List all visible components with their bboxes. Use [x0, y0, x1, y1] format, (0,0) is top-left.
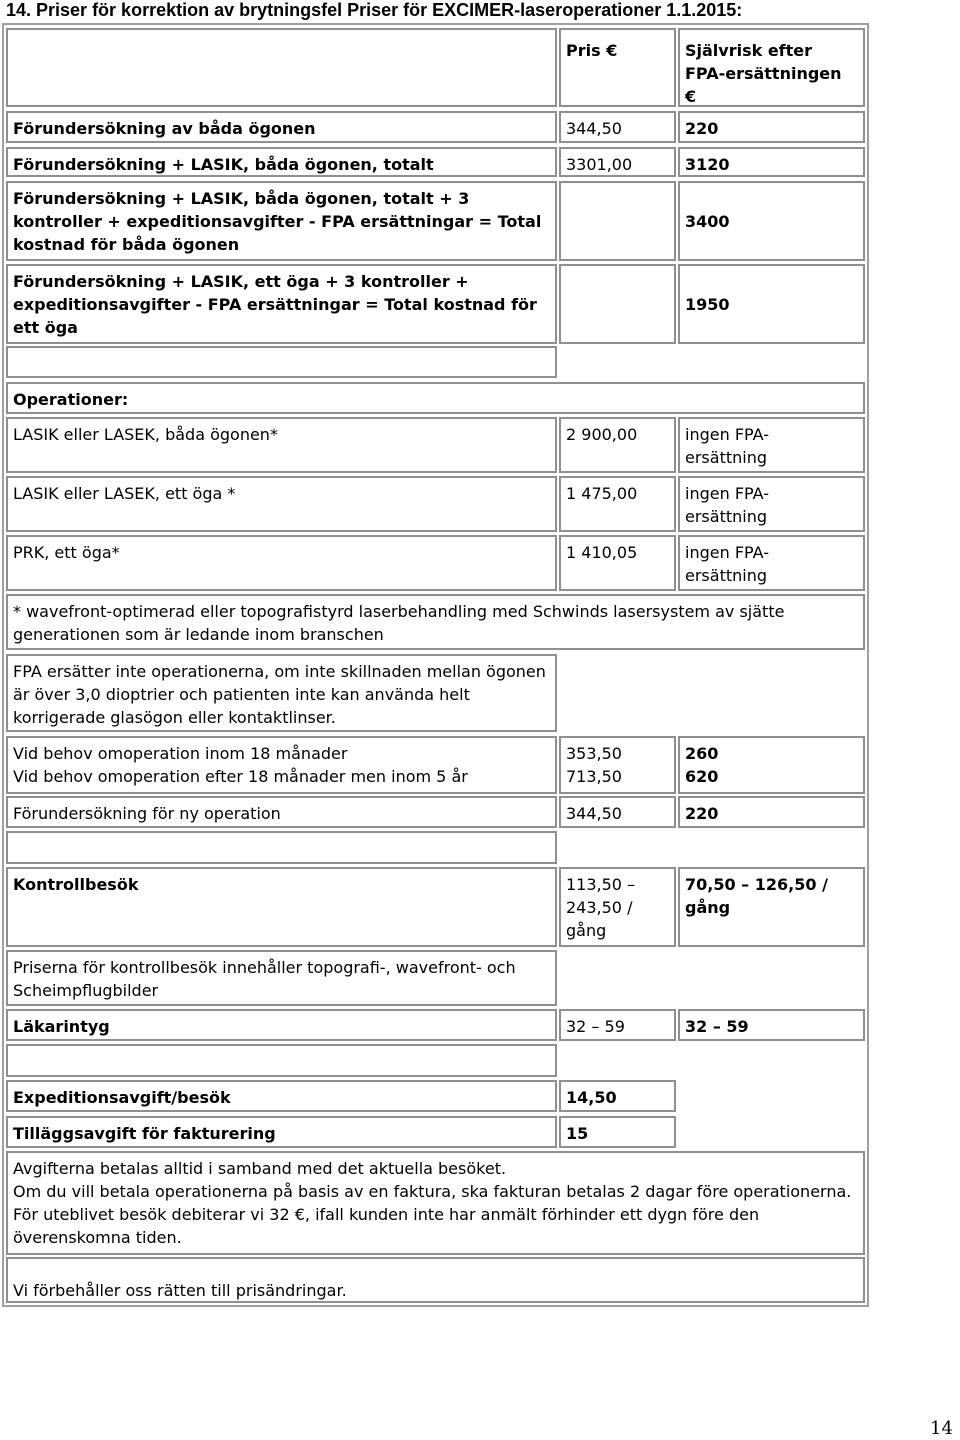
reoperation-deductibles	[678, 736, 865, 794]
operation-row-2-deductible: ingen FPA-ersättning	[678, 476, 865, 532]
reoperation-label-1: Vid behov omoperation inom 18 månader	[13, 744, 348, 763]
reoperation-label-2: Vid behov omoperation efter 18 månader men inom 5 år	[13, 767, 468, 786]
spacer-row-1	[6, 346, 557, 378]
summary-row-3-price	[559, 181, 676, 261]
summary-row-2-label: Förundersökning + LASIK, båda ögonen, totalt	[6, 147, 557, 177]
price-header-text: Pris €	[566, 41, 618, 60]
summary-row-4-price	[559, 264, 676, 344]
spacer-row-2	[6, 831, 557, 864]
fee-row-2-price: 15	[559, 1116, 676, 1148]
reoperation-deductible-1: 260	[685, 744, 719, 763]
spacer-row-3	[6, 1044, 557, 1077]
operation-row-3-label: PRK, ett öga*	[6, 535, 557, 591]
summary-row-3-deductible-value: 3400	[685, 211, 730, 231]
operation-row-2-label: LASIK eller LASEK, ett öga *	[6, 476, 557, 532]
fpa-note: FPA ersätter inte operationerna, om inte skillnaden mellan ögonen är över 3,0 dioptrier och patienten inte kan använda helt korrigerade glasögon eller kontaktlinser.	[6, 654, 557, 732]
summary-row-4-deductible-value: 1950	[685, 294, 730, 314]
reoperation-deductible-2: 620	[685, 767, 719, 786]
operation-row-1-deductible: ingen FPA-ersättning	[678, 417, 865, 473]
summary-row-1-deductible: 220	[678, 111, 865, 143]
deductible-column-header	[678, 28, 865, 107]
operation-row-1-price: 2 900,00	[559, 417, 676, 473]
summary-row-1-price: 344,50	[559, 111, 676, 143]
summary-row-4-deductible	[678, 264, 865, 344]
deductible-header-text: Självrisk efter FPA-ersättningen €	[685, 41, 842, 106]
operation-row-3-price: 1 410,05	[559, 535, 676, 591]
reoperation-price-2: 713,50	[566, 767, 622, 786]
summary-row-2-price: 3301,00	[559, 147, 676, 177]
header-label-cell	[6, 28, 557, 107]
new-exam-deductible: 220	[678, 796, 865, 828]
control-price: 113,50 – 243,50 / gång	[559, 867, 676, 947]
summary-row-4-label: Förundersökning + LASIK, ett öga + 3 kontroller + expeditionsavgifter - FPA ersättningar = Total kostnad för ett öga	[6, 264, 557, 344]
new-exam-label: Förundersökning för ny operation	[6, 796, 557, 828]
summary-row-3-deductible	[678, 181, 865, 261]
control-note: Priserna för kontrollbesök innehåller topografi-, wavefront- och Scheimpflugbilder	[6, 950, 557, 1006]
summary-row-1-label: Förundersökning av båda ögonen	[6, 111, 557, 143]
price-column-header	[559, 28, 676, 107]
fee-row-1-label: Expeditionsavgift/besök	[6, 1080, 557, 1112]
fee-row-2-label: Tilläggsavgift för fakturering	[6, 1116, 557, 1148]
certificate-price: 32 – 59	[559, 1009, 676, 1041]
control-label: Kontrollbesök	[6, 867, 557, 947]
page-heading: 14. Priser för korrektion av brytningsfel Priser för EXCIMER-laseroperationer 1.1.2015:	[6, 0, 743, 20]
operation-row-3-deductible: ingen FPA-ersättning	[678, 535, 865, 591]
certificate-deductible: 32 – 59	[678, 1009, 865, 1041]
reoperation-prices	[559, 736, 676, 794]
control-deductible: 70,50 – 126,50 / gång	[678, 867, 865, 947]
operations-title: Operationer:	[6, 382, 865, 414]
operation-row-1-label: LASIK eller LASEK, båda ögonen*	[6, 417, 557, 473]
certificate-label: Läkarintyg	[6, 1009, 557, 1041]
page-number: 14	[930, 1418, 953, 1439]
summary-row-3-label: Förundersökning + LASIK, båda ögonen, totalt + 3 kontroller + expeditionsavgifter - FPA ersättningar = Total kostnad för båda ögonen	[6, 181, 557, 261]
new-exam-price: 344,50	[559, 796, 676, 828]
payment-note: Avgifterna betalas alltid i samband med det aktuella besöket. Om du vill betala operationerna på basis av en faktura, ska fakturan betalas 2 dagar före operationerna. För uteblivet besök debiterar vi 32 €, ifall kunden inte har anmält förhinder ett dygn före den överenskomna tiden.	[6, 1151, 865, 1255]
operation-row-2-price: 1 475,00	[559, 476, 676, 532]
summary-row-2-deductible: 3120	[678, 147, 865, 177]
reservation-note: Vi förbehåller oss rätten till prisändringar.	[6, 1257, 865, 1303]
reoperation-labels	[6, 736, 557, 794]
reoperation-price-1: 353,50	[566, 744, 622, 763]
operations-footnote: * wavefront-optimerad eller topografistyrd laserbehandling med Schwinds lasersystem av sjätte generationen som är ledande inom branschen	[6, 594, 865, 650]
fee-row-1-price: 14,50	[559, 1080, 676, 1112]
